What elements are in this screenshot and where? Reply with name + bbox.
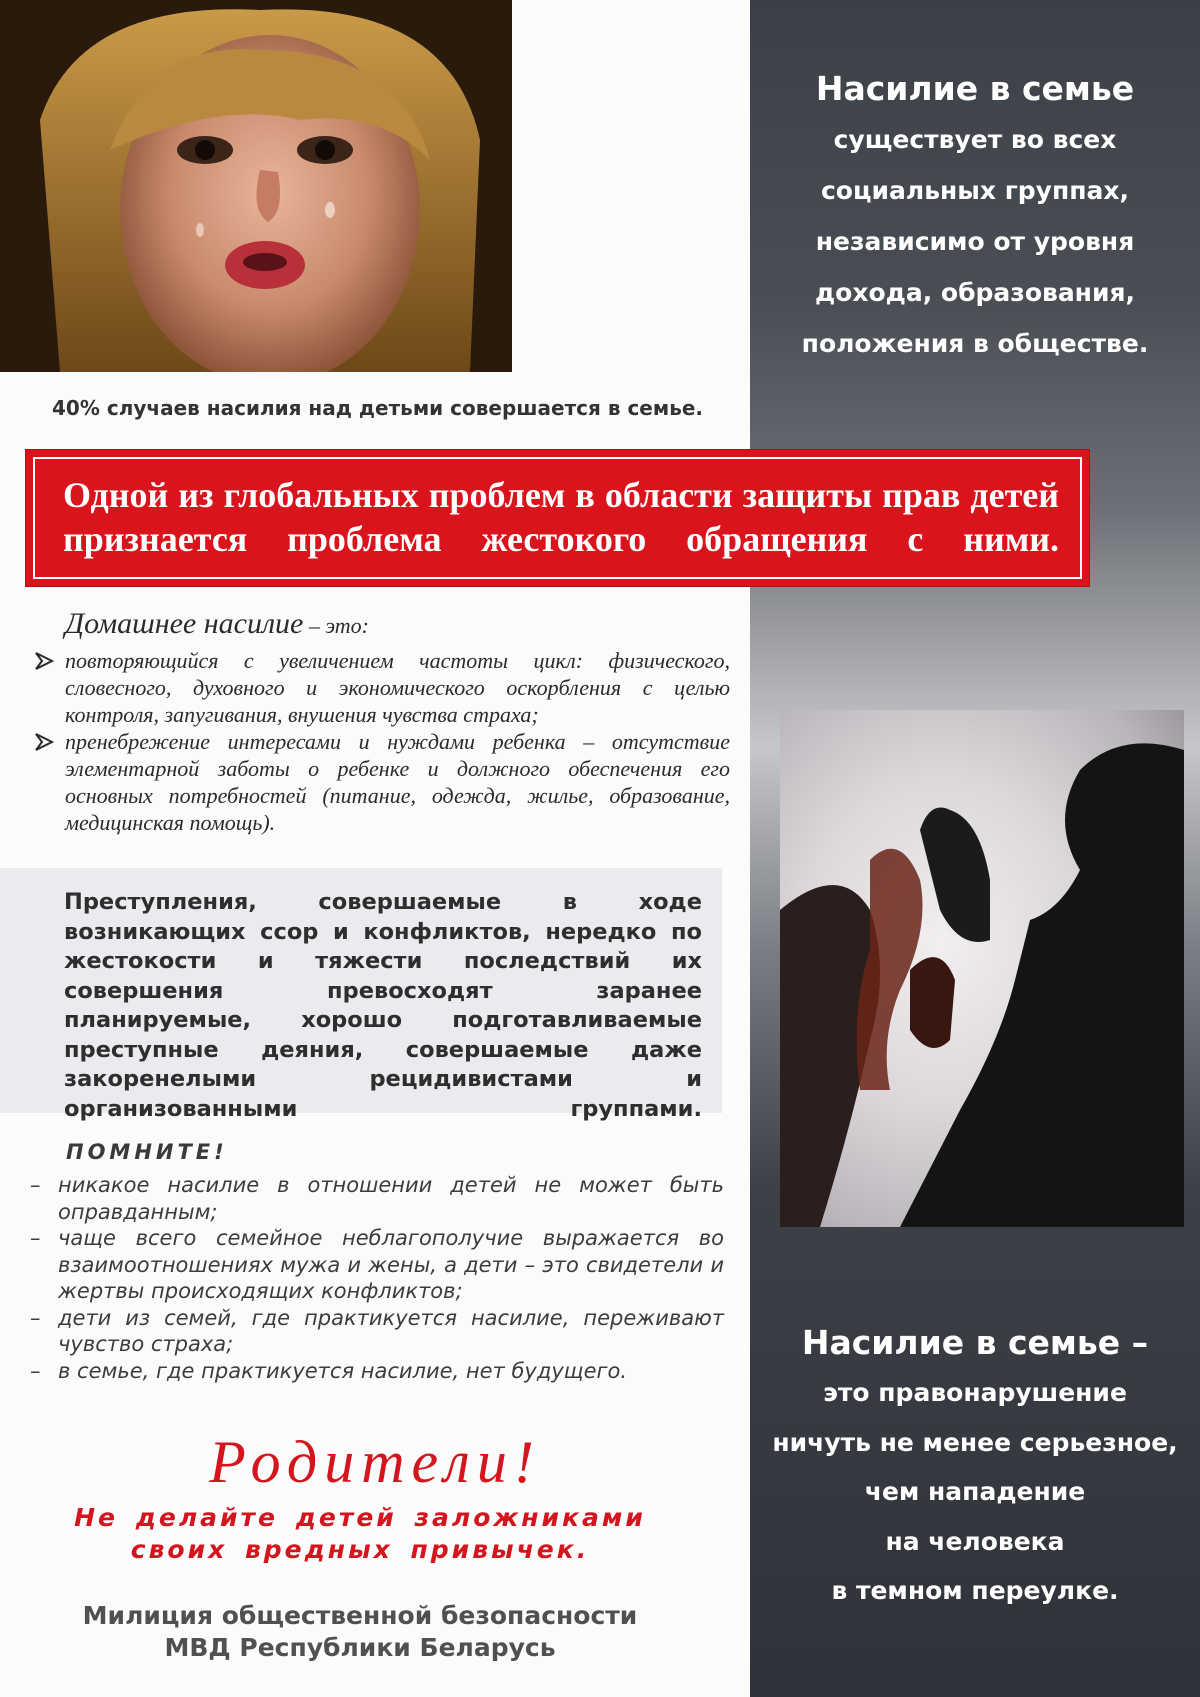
parents-appeal bbox=[60, 1502, 660, 1566]
statistic-caption: 40% случаев насилия над детьми совершается в семье. bbox=[52, 396, 704, 420]
right-bottom-heading: Насилие в семье – bbox=[801, 1323, 1149, 1362]
silhouette-photo bbox=[780, 710, 1184, 1227]
statement-line: социальных группах, bbox=[820, 176, 1130, 205]
list-item bbox=[34, 647, 730, 728]
appeal-line: Не делайте детей заложниками bbox=[74, 1503, 646, 1532]
domestic-violence-definition bbox=[34, 607, 730, 836]
crimes-box bbox=[0, 868, 722, 1122]
dash-bullet: – bbox=[30, 1173, 41, 1197]
statement-line: на человека bbox=[885, 1526, 1065, 1556]
right-bottom-statement bbox=[760, 1318, 1190, 1616]
parents-title: Родители! bbox=[209, 1429, 541, 1495]
definition-term: Домашнее насилие bbox=[65, 607, 304, 640]
crying-girl-photo bbox=[0, 0, 512, 372]
org-line: МВД Республики Беларусь bbox=[164, 1633, 556, 1662]
organization-signature bbox=[60, 1600, 660, 1664]
statement-line: чем нападение bbox=[864, 1477, 1086, 1506]
statement-line: существует во всех bbox=[833, 125, 1117, 154]
statement-line: положения в обществе. bbox=[801, 329, 1149, 358]
definition-item-text: повторяющийся с увеличением частоты цикл: физического, словесного, духовного и экономического оскорбления с целью контроля, запугивания, внушения чувства страха; bbox=[65, 648, 730, 727]
banner-text: Одной из глобальных проблем в области защиты прав детей признается проблема жестокого обращения с ними. bbox=[63, 475, 1059, 559]
crimes-text: Преступления, совершаемые в ходе возникающих ссор и конфликтов, нередко по жестокости и тяжести последствий их совершения превосходят заранее планируемые, хорошо подготавливаемые преступные деяния, совершаемые даже закоренелыми рецидивистами и организованными группами. bbox=[64, 889, 702, 1122]
dash-bullet: – bbox=[30, 1305, 41, 1330]
remember-item-text: чаще всего семейное неблагополучие выражается во взаимоотношениях мужа и жены, а дети – это свидетели и жертвы происходящих конфликтов; bbox=[58, 1226, 724, 1303]
statement-line: независимо от уровня bbox=[815, 227, 1135, 256]
definition-list bbox=[34, 647, 730, 836]
statement-line: ничуть не менее серьезное, bbox=[772, 1427, 1178, 1457]
arrow-bullet-icon bbox=[34, 732, 54, 752]
remember-title: ПОМНИТЕ! bbox=[66, 1140, 228, 1164]
statement-line: это правонарушение bbox=[823, 1378, 1127, 1407]
definition-item-text: пренебрежение интересами и нуждами ребенка – отсутствие элементарной заботы о ребенке и должного обеспечения его основных потребностей (питание, одежда, жилье, образование, медицинская помощь). bbox=[65, 729, 730, 835]
right-top-statement bbox=[760, 64, 1190, 369]
arrow-bullet-icon bbox=[34, 651, 54, 671]
red-banner bbox=[26, 450, 1089, 586]
definition-suffix: – это: bbox=[303, 613, 369, 638]
list-item bbox=[34, 728, 730, 836]
appeal-line: своих вредных привычек. bbox=[130, 1535, 590, 1564]
list-item bbox=[30, 1225, 724, 1305]
remember-item-text: в семье, где практикуется насилие, нет будущего. bbox=[58, 1358, 628, 1383]
dash-bullet: – bbox=[30, 1358, 41, 1383]
org-line: Милиция общественной безопасности bbox=[82, 1601, 638, 1630]
list-item bbox=[30, 1358, 724, 1385]
list-item bbox=[30, 1172, 724, 1225]
list-item bbox=[30, 1305, 724, 1358]
right-top-heading: Насилие в семье bbox=[815, 69, 1135, 108]
definition-title bbox=[65, 607, 730, 641]
remember-list bbox=[30, 1172, 724, 1384]
statement-line: дохода, образования, bbox=[814, 278, 1136, 307]
remember-item-text: дети из семей, где практикуется насилие, переживают чувство страха; bbox=[58, 1305, 724, 1356]
dash-bullet: – bbox=[30, 1226, 41, 1250]
statement-line: в темном переулке. bbox=[831, 1576, 1119, 1605]
remember-item-text: никакое насилие в отношении детей не может быть оправданным; bbox=[58, 1173, 724, 1224]
